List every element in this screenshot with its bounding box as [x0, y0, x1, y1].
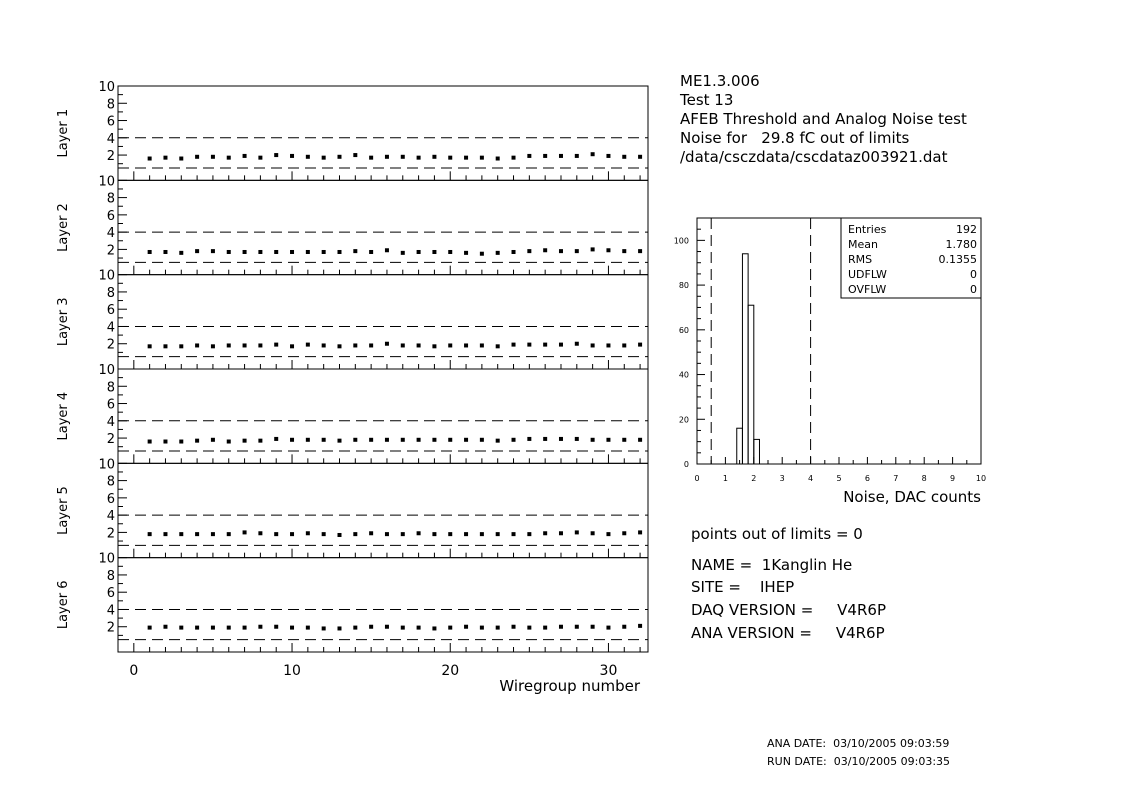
y-tick-label: 2	[106, 337, 115, 353]
y-tick-label: 8	[106, 285, 115, 301]
y-tick-label: 20	[678, 415, 689, 425]
x-tick-label: 0	[694, 474, 700, 483]
y-tick-label: 6	[106, 586, 115, 602]
y-tick-label: 10	[98, 268, 115, 284]
y-tick-label: 6	[106, 303, 115, 319]
y-tick-label: 8	[106, 380, 115, 396]
y-tick-label: 0	[683, 460, 689, 469]
layer-label: Layer 1	[56, 108, 71, 158]
x-tick-label: 6	[864, 474, 870, 483]
x-tick-label: 9	[950, 474, 956, 483]
histogram-bar	[748, 305, 754, 464]
y-tick-label: 100	[673, 236, 689, 246]
histogram-bar	[754, 439, 760, 464]
points-out-of-limits: points out of limits = 0	[691, 525, 863, 543]
y-tick-label: 4	[106, 131, 115, 147]
data-file-path: /data/csczdata/cscdataz003921.dat	[680, 148, 948, 166]
x-tick-label: 1	[722, 474, 728, 483]
stat-name: RMS	[848, 253, 873, 266]
stat-name: UDFLW	[848, 268, 887, 281]
y-tick-label: 2	[106, 620, 115, 636]
y-tick-label: 6	[106, 208, 115, 224]
x-tick-label: 2	[751, 474, 757, 483]
run-date: RUN DATE: 03/10/2005 09:03:35	[767, 755, 951, 768]
stat-value: 1.780	[945, 238, 977, 251]
ana-version: ANA VERSION = V4R6P	[691, 624, 885, 642]
layer-label: Layer 4	[56, 391, 71, 441]
noise-threshold: Noise for 29.8 fC out of limits	[680, 129, 910, 147]
test-number: Test 13	[680, 91, 734, 109]
layer-label: Layer 5	[56, 486, 71, 535]
stat-value: 0	[970, 268, 977, 281]
y-tick-label: 6	[106, 491, 115, 507]
x-tick-label: 0	[129, 663, 139, 679]
y-tick-label: 10	[98, 457, 115, 473]
layer-label: Layer 2	[56, 203, 71, 252]
stats-box	[841, 218, 981, 298]
y-tick-label: 4	[106, 414, 115, 430]
y-tick-label: 6	[106, 397, 115, 413]
stat-value: 192	[956, 223, 977, 236]
chamber-id: ME1.3.006	[680, 72, 760, 90]
layer-label: Layer 6	[56, 580, 71, 630]
y-tick-label: 10	[98, 80, 115, 95]
x-tick-label: 30	[599, 663, 618, 679]
y-tick-label: 80	[678, 281, 689, 291]
y-tick-label: 2	[106, 243, 115, 259]
y-tick-label: 10	[98, 551, 115, 567]
y-tick-label: 4	[106, 226, 115, 242]
y-tick-label: 2	[106, 526, 115, 542]
y-tick-label: 6	[106, 114, 115, 130]
y-tick-label: 2	[106, 149, 115, 165]
y-tick-label: 40	[678, 370, 689, 380]
x-tick-label: 5	[836, 474, 842, 483]
histogram-bar	[737, 428, 743, 464]
x-tick-label: 8	[921, 474, 927, 483]
x-axis-title: Noise, DAC counts	[843, 488, 981, 506]
stat-name: OVFLW	[848, 283, 887, 296]
y-tick-label: 4	[106, 603, 115, 619]
y-tick-label: 2	[106, 432, 115, 448]
analysis-date: ANA DATE: 03/10/2005 09:03:59	[767, 737, 950, 750]
x-tick-label: 7	[893, 474, 899, 483]
x-tick-label: 20	[441, 663, 460, 679]
test-name: AFEB Threshold and Analog Noise test	[680, 110, 967, 128]
y-tick-label: 60	[678, 325, 689, 335]
y-tick-label: 8	[106, 97, 115, 113]
x-tick-label: 4	[808, 474, 814, 483]
x-tick-label: 10	[283, 663, 301, 679]
layer-label: Layer 3	[56, 297, 71, 347]
histogram-bar	[742, 254, 748, 464]
stat-value: 0.1355	[938, 253, 977, 266]
daq-version: DAQ VERSION = V4R6P	[691, 601, 886, 619]
x-tick-label: 10	[975, 474, 987, 483]
y-tick-label: 4	[106, 320, 115, 336]
operator-name: NAME = 1Kanglin He	[691, 556, 853, 574]
y-tick-label: 4	[106, 509, 115, 525]
y-tick-label: 8	[106, 568, 115, 584]
y-tick-label: 10	[98, 174, 115, 190]
y-tick-label: 8	[106, 474, 115, 490]
stat-name: Mean	[848, 238, 878, 251]
x-tick-label: 3	[779, 474, 785, 483]
stat-name: Entries	[848, 223, 887, 236]
x-axis-title: Wiregroup number	[499, 677, 640, 695]
y-tick-label: 10	[98, 363, 115, 378]
site: SITE = IHEP	[691, 578, 795, 596]
y-tick-label: 8	[106, 191, 115, 207]
stat-value: 0	[970, 283, 977, 296]
